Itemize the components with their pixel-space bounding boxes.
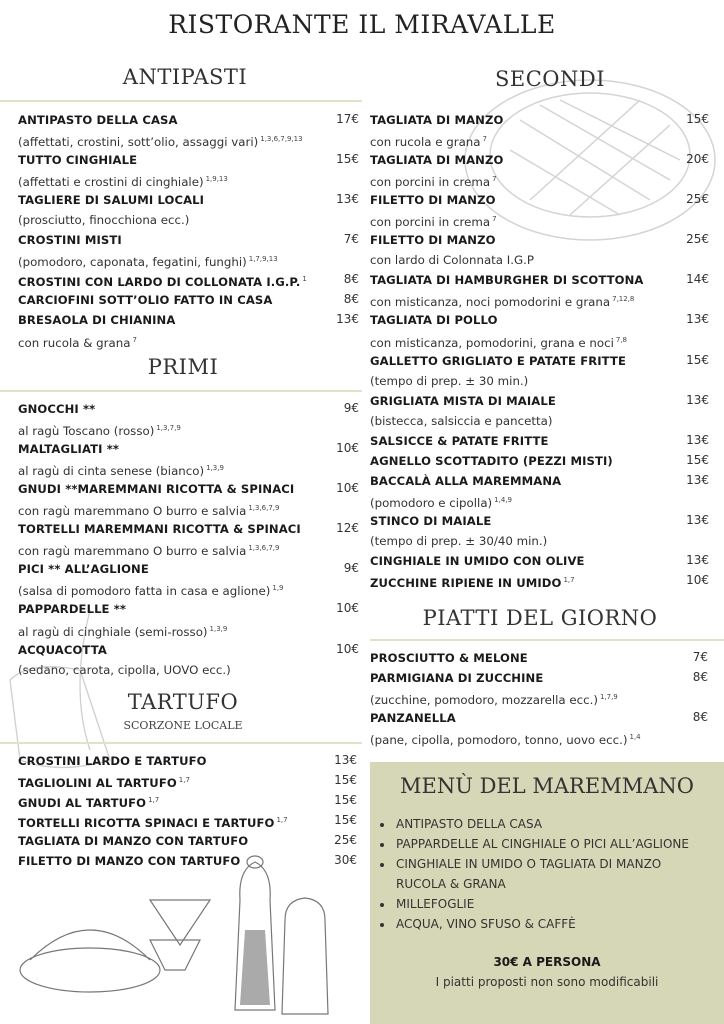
menu-item-row (18, 189, 359, 209)
allergen-codes: 1,7 (148, 796, 160, 805)
allergen-codes: 7,12,8 (612, 295, 635, 304)
menu-item-price: 9€ (343, 561, 359, 576)
menu-item-description-row (370, 530, 709, 550)
menu-item-row (370, 707, 708, 727)
menu-item-name: BACCALÀ ALLA MAREMMANA (370, 473, 562, 488)
menu-item-row (370, 350, 709, 370)
menu-item-description: con rucola e grana (370, 135, 481, 150)
menu-item-price: 10€ (336, 601, 359, 616)
menu-item-description: con misticanza, noci pomodorini e grana (370, 295, 611, 310)
menu-item-description: (tempo di prep. ± 30/40 min.) (370, 533, 548, 548)
menu-item-description: al ragù Toscano (rosso) (18, 424, 155, 439)
menu-item-row (18, 309, 359, 329)
menu-item-description-row (370, 490, 709, 510)
maremmano-course: • ANTIPASTO DELLA CASA (394, 814, 714, 834)
allergen-codes: 1,7 (276, 816, 288, 825)
menu-item-description: (prosciutto, finocchiona ecc.) (18, 213, 190, 228)
menu-item-name: FILETTO DI MANZO CON TARTUFO (18, 854, 241, 869)
menu-item-name: FILETTO DI MANZO (370, 233, 496, 248)
menu-item-name: ANTIPASTO DELLA CASA (18, 113, 178, 127)
menu-item-price: 10€ (336, 481, 359, 496)
menu-item-description-row (370, 370, 709, 390)
menu-item-name: TUTTO CINGHIALE (18, 153, 138, 168)
menu-item-price: 25€ (686, 192, 709, 207)
menu-item-name: PROSCIUTTO & MELONE (370, 651, 528, 665)
menu-item-row (370, 550, 709, 570)
menu-item-row (18, 770, 357, 790)
menu-item-description-row (18, 659, 359, 679)
menu-item-name: SALSICCE & PATATE FRITTE (370, 433, 549, 448)
menu-item-description: con ragù maremmano O burro e salvia (18, 504, 247, 519)
menu-item-price: 7€ (343, 232, 359, 247)
menu-item-description-row (370, 727, 708, 747)
menu-item-price: 30€ (334, 853, 357, 868)
menu-item-name: BRESAOLA DI CHIANINA (18, 313, 176, 328)
maremmano-note: I piatti proposti non sono modificabili (435, 975, 659, 989)
allergen-codes: 1,3,6,7,9 (248, 504, 280, 513)
menu-item-price: 25€ (686, 232, 709, 247)
menu-item-row (18, 810, 357, 830)
allergen-codes: 1,3,6,7,9 (248, 544, 280, 553)
divider (0, 390, 362, 392)
menu-item-price: 15€ (686, 452, 709, 467)
menu-item-price: 17€ (336, 112, 359, 126)
menu-item-name: GNUDI AL TARTUFO (18, 796, 147, 811)
allergen-codes: 7 (492, 215, 497, 224)
menu-item-row (18, 229, 359, 249)
primi-list (18, 398, 359, 679)
menu-item-price: 12€ (336, 521, 359, 536)
menu-item-row (370, 667, 708, 687)
menu-item-row (18, 109, 359, 129)
menu-item-price: 13€ (336, 312, 359, 327)
allergen-codes: 1,9 (272, 584, 284, 593)
menu-item-description: con lardo di Colonnata I.G.P (370, 253, 535, 268)
divider (0, 100, 362, 102)
menu-item-description-row (18, 458, 359, 478)
menu-item-description: (tempo di prep. ± 30 min.) (370, 373, 529, 388)
antipasti-list (18, 109, 359, 350)
menu-item-row (18, 269, 359, 289)
allergen-codes: 1,4 (629, 733, 641, 742)
menu-item-row (370, 269, 709, 289)
menu-item-description-row (18, 619, 359, 639)
menu-item-row (370, 430, 709, 450)
menu-item-description-row (18, 169, 359, 189)
menu-item-row (18, 398, 359, 418)
menu-item-row (18, 149, 359, 169)
menu-item-row (18, 478, 359, 498)
menu-item-description-row (370, 687, 708, 707)
menu-item-name: ACQUACOTTA (18, 642, 107, 657)
menu-item-price: 8€ (692, 670, 708, 685)
section-heading-piatti-del-giorno: PIATTI DEL GIORNO (422, 606, 658, 630)
menu-item-row (370, 109, 709, 129)
menu-item-price: 8€ (692, 710, 708, 725)
menu-item-price: 13€ (686, 392, 709, 407)
menu-item-name: GALLETTO GRIGLIATO E PATATE FRITTE (370, 353, 626, 368)
allergen-codes: 1,7 (178, 776, 190, 785)
menu-item-row (18, 518, 359, 538)
menu-item-name: GRIGLIATA MISTA DI MAIALE (370, 393, 556, 408)
menu-item-description: con porcini in crema (370, 215, 491, 230)
divider (370, 639, 724, 641)
menu-item-row (18, 790, 357, 810)
menu-del-maremmano-box (370, 762, 724, 1024)
menu-item-row (18, 598, 359, 618)
menu-item-description: (sedano, carota, cipolla, UOVO ecc.) (18, 662, 231, 677)
maremmano-course: • ACQUA, VINO SFUSO & CAFFÈ (394, 914, 714, 934)
menu-item-row (18, 289, 359, 309)
menu-item-row (18, 438, 359, 458)
menu-item-name: CARCIOFINI SOTT’OLIO FATTO IN CASA (18, 293, 273, 308)
menu-item-description: (pomodoro e cipolla) (370, 495, 493, 510)
menu-item-description: (pomodoro, caponata, fegatini, funghi) (18, 255, 247, 270)
menu-item-price: 13€ (686, 512, 709, 527)
menu-item-row (370, 390, 709, 410)
menu-item-price: 10€ (336, 441, 359, 456)
menu-item-description: con porcini in crema (370, 175, 491, 190)
allergen-codes: 7 (482, 135, 487, 144)
maremmano-price: 30€ A PERSONA (493, 955, 601, 969)
menu-item-description-row (18, 498, 359, 518)
menu-item-name: CROSTINI CON LARDO DI COLLONATA I.G.P. (18, 275, 301, 290)
menu-item-description: con misticanza, pomodorini, grana e noci (370, 335, 614, 350)
maremmano-course: • PAPPARDELLE AL CINGHIALE O PICI ALL’AGLIONE (394, 834, 714, 854)
menu-item-price: 15€ (334, 773, 357, 788)
menu-item-name: CROSTINI MISTI (18, 233, 122, 248)
menu-item-description-row (18, 209, 359, 229)
section-subheading-tartufo: SCORZONE LOCALE (123, 719, 243, 732)
menu-item-description-row (370, 129, 709, 149)
maremmano-course: • CINGHIALE IN UMIDO O TAGLIATA DI MANZO RUCOLA & GRANA (394, 854, 714, 894)
menu-item-name: TAGLIATA DI HAMBURGHER DI SCOTTONA (370, 273, 644, 288)
menu-item-row (370, 470, 709, 490)
allergen-codes: 1,3,9 (209, 624, 228, 633)
restaurant-title: RISTORANTE IL MIRAVALLE (168, 10, 556, 39)
section-heading-tartufo: TARTUFO (127, 690, 239, 714)
menu-item-row (18, 558, 359, 578)
allergen-codes: 1 (302, 275, 307, 284)
menu-item-row (370, 309, 709, 329)
menu-item-price: 9€ (343, 401, 359, 415)
menu-item-price: 25€ (334, 833, 357, 848)
maremmano-course-list (374, 814, 714, 934)
menu-item-price: 7€ (692, 650, 708, 664)
menu-item-name: PAPPARDELLE ** (18, 602, 127, 617)
menu-item-price: 14€ (686, 272, 709, 287)
menu-item-name: MALTAGLIATI ** (18, 442, 120, 457)
menu-item-description: (salsa di pomodoro fatta in casa e aglione) (18, 584, 271, 599)
divider (0, 742, 362, 744)
menu-item-description: (pane, cipolla, pomodoro, tonno, uovo ecc.) (370, 733, 628, 748)
section-heading-antipasti: ANTIPASTI (122, 65, 248, 89)
menu-item-price: 10€ (336, 641, 359, 656)
menu-item-description: (zucchine, pomodoro, mozzarella ecc.) (370, 693, 598, 708)
menu-item-description: con ragù maremmano O burro e salvia (18, 544, 247, 559)
menu-item-name: TAGLIOLINI AL TARTUFO (18, 776, 177, 791)
menu-item-description-row (18, 578, 359, 598)
menu-item-name: TAGLIATA DI POLLO (370, 313, 498, 328)
menu-item-description: (bistecca, salsiccia e pancetta) (370, 413, 553, 428)
menu-item-price: 13€ (686, 553, 709, 568)
piatti-del-giorno-list (370, 647, 708, 747)
menu-item-name: FILETTO DI MANZO (370, 193, 496, 208)
menu-item-name: TAGLIERE DI SALUMI LOCALI (18, 193, 205, 208)
menu-item-price: 20€ (686, 152, 709, 167)
maremmano-heading: MENÙ DEL MAREMMANO (400, 774, 694, 798)
menu-item-price: 13€ (336, 192, 359, 207)
menu-item-name: STINCO DI MAIALE (370, 513, 492, 528)
tartufo-list (18, 750, 357, 870)
menu-item-price: 15€ (686, 112, 709, 126)
menu-item-description-row (18, 129, 359, 149)
menu-item-name: CROSTINI LARDO E TARTUFO (18, 754, 207, 768)
menu-item-row (370, 647, 708, 667)
menu-item-name: ZUCCHINE RIPIENE IN UMIDO (370, 576, 562, 591)
allergen-codes: 1,9,13 (205, 175, 228, 184)
secondi-list (370, 109, 709, 590)
menu-item-description: (affettati, crostini, sott’olio, assaggi vari) (18, 135, 259, 150)
menu-item-price: 13€ (686, 432, 709, 447)
menu-item-row (18, 830, 357, 850)
menu-item-name: PICI ** ALL’AGLIONE (18, 562, 149, 577)
menu-item-description-row (370, 249, 709, 269)
menu-item-description-row (370, 289, 709, 309)
menu-item-price: 10€ (686, 573, 709, 588)
allergen-codes: 7 (492, 175, 497, 184)
allergen-codes: 1,3,6,7,9,13 (260, 135, 303, 144)
menu-item-name: TAGLIATA DI MANZO (370, 153, 504, 168)
menu-item-name: TORTELLI RICOTTA SPINACI E TARTUFO (18, 816, 275, 831)
menu-item-row (370, 450, 709, 470)
allergen-codes: 7,8 (615, 335, 627, 344)
section-heading-secondi: SECONDI (494, 67, 605, 91)
allergen-codes: 7 (132, 335, 137, 344)
menu-item-price: 15€ (334, 793, 357, 808)
menu-item-row (370, 510, 709, 530)
menu-item-name: TORTELLI MAREMMANI RICOTTA & SPINACI (18, 522, 301, 537)
menu-item-price: 15€ (334, 813, 357, 828)
menu-item-row (18, 850, 357, 870)
menu-item-price: 13€ (686, 472, 709, 487)
menu-item-description: al ragù di cinta senese (bianco) (18, 464, 205, 479)
menu-item-price: 8€ (343, 272, 359, 287)
section-heading-primi: PRIMI (147, 355, 219, 379)
menu-item-description: al ragù di cinghiale (semi-rosso) (18, 624, 208, 639)
menu-item-description-row (18, 418, 359, 438)
allergen-codes: 1,7,9 (599, 693, 618, 702)
menu-item-description: con rucola & grana (18, 335, 131, 350)
menu-item-name: PARMIGIANA DI ZUCCHINE (370, 671, 544, 686)
menu-item-description-row (18, 538, 359, 558)
menu-item-description-row (370, 410, 709, 430)
menu-item-name: TAGLIATA DI MANZO CON TARTUFO (18, 834, 249, 849)
menu-item-description-row (370, 209, 709, 229)
menu-item-row (370, 149, 709, 169)
menu-item-name: CINGHIALE IN UMIDO CON OLIVE (370, 554, 585, 569)
menu-item-price: 13€ (686, 312, 709, 327)
menu-item-row (18, 639, 359, 659)
menu-item-description-row (370, 330, 709, 350)
allergen-codes: 1,3,7,9 (156, 424, 181, 433)
menu-item-description: (affettati e crostini di cinghiale) (18, 175, 204, 190)
allergen-codes: 1,7,9,13 (248, 255, 278, 264)
menu-item-row (370, 189, 709, 209)
menu-item-name: PANZANELLA (370, 711, 456, 726)
maremmano-course: • MILLEFOGLIE (394, 894, 714, 914)
menu-item-row (370, 570, 709, 590)
menu-item-price: 8€ (343, 292, 359, 307)
menu-item-name: TAGLIATA DI MANZO (370, 113, 504, 127)
menu-item-price: 15€ (686, 352, 709, 367)
menu-item-row (370, 229, 709, 249)
allergen-codes: 1,7 (563, 576, 575, 585)
menu-item-name: GNUDI **MAREMMANI RICOTTA & SPINACI (18, 482, 295, 497)
menu-item-price: 13€ (334, 753, 357, 767)
menu-item-row (18, 750, 357, 770)
menu-item-description-row (18, 330, 359, 350)
menu-item-name: GNOCCHI ** (18, 402, 96, 416)
menu-item-name: AGNELLO SCOTTADITO (PEZZI MISTI) (370, 453, 613, 468)
allergen-codes: 1,3,9 (206, 464, 224, 473)
menu-item-description-row (370, 169, 709, 189)
allergen-codes: 1,4,9 (494, 495, 512, 504)
menu-item-price: 15€ (336, 152, 359, 167)
menu-item-description-row (18, 249, 359, 269)
